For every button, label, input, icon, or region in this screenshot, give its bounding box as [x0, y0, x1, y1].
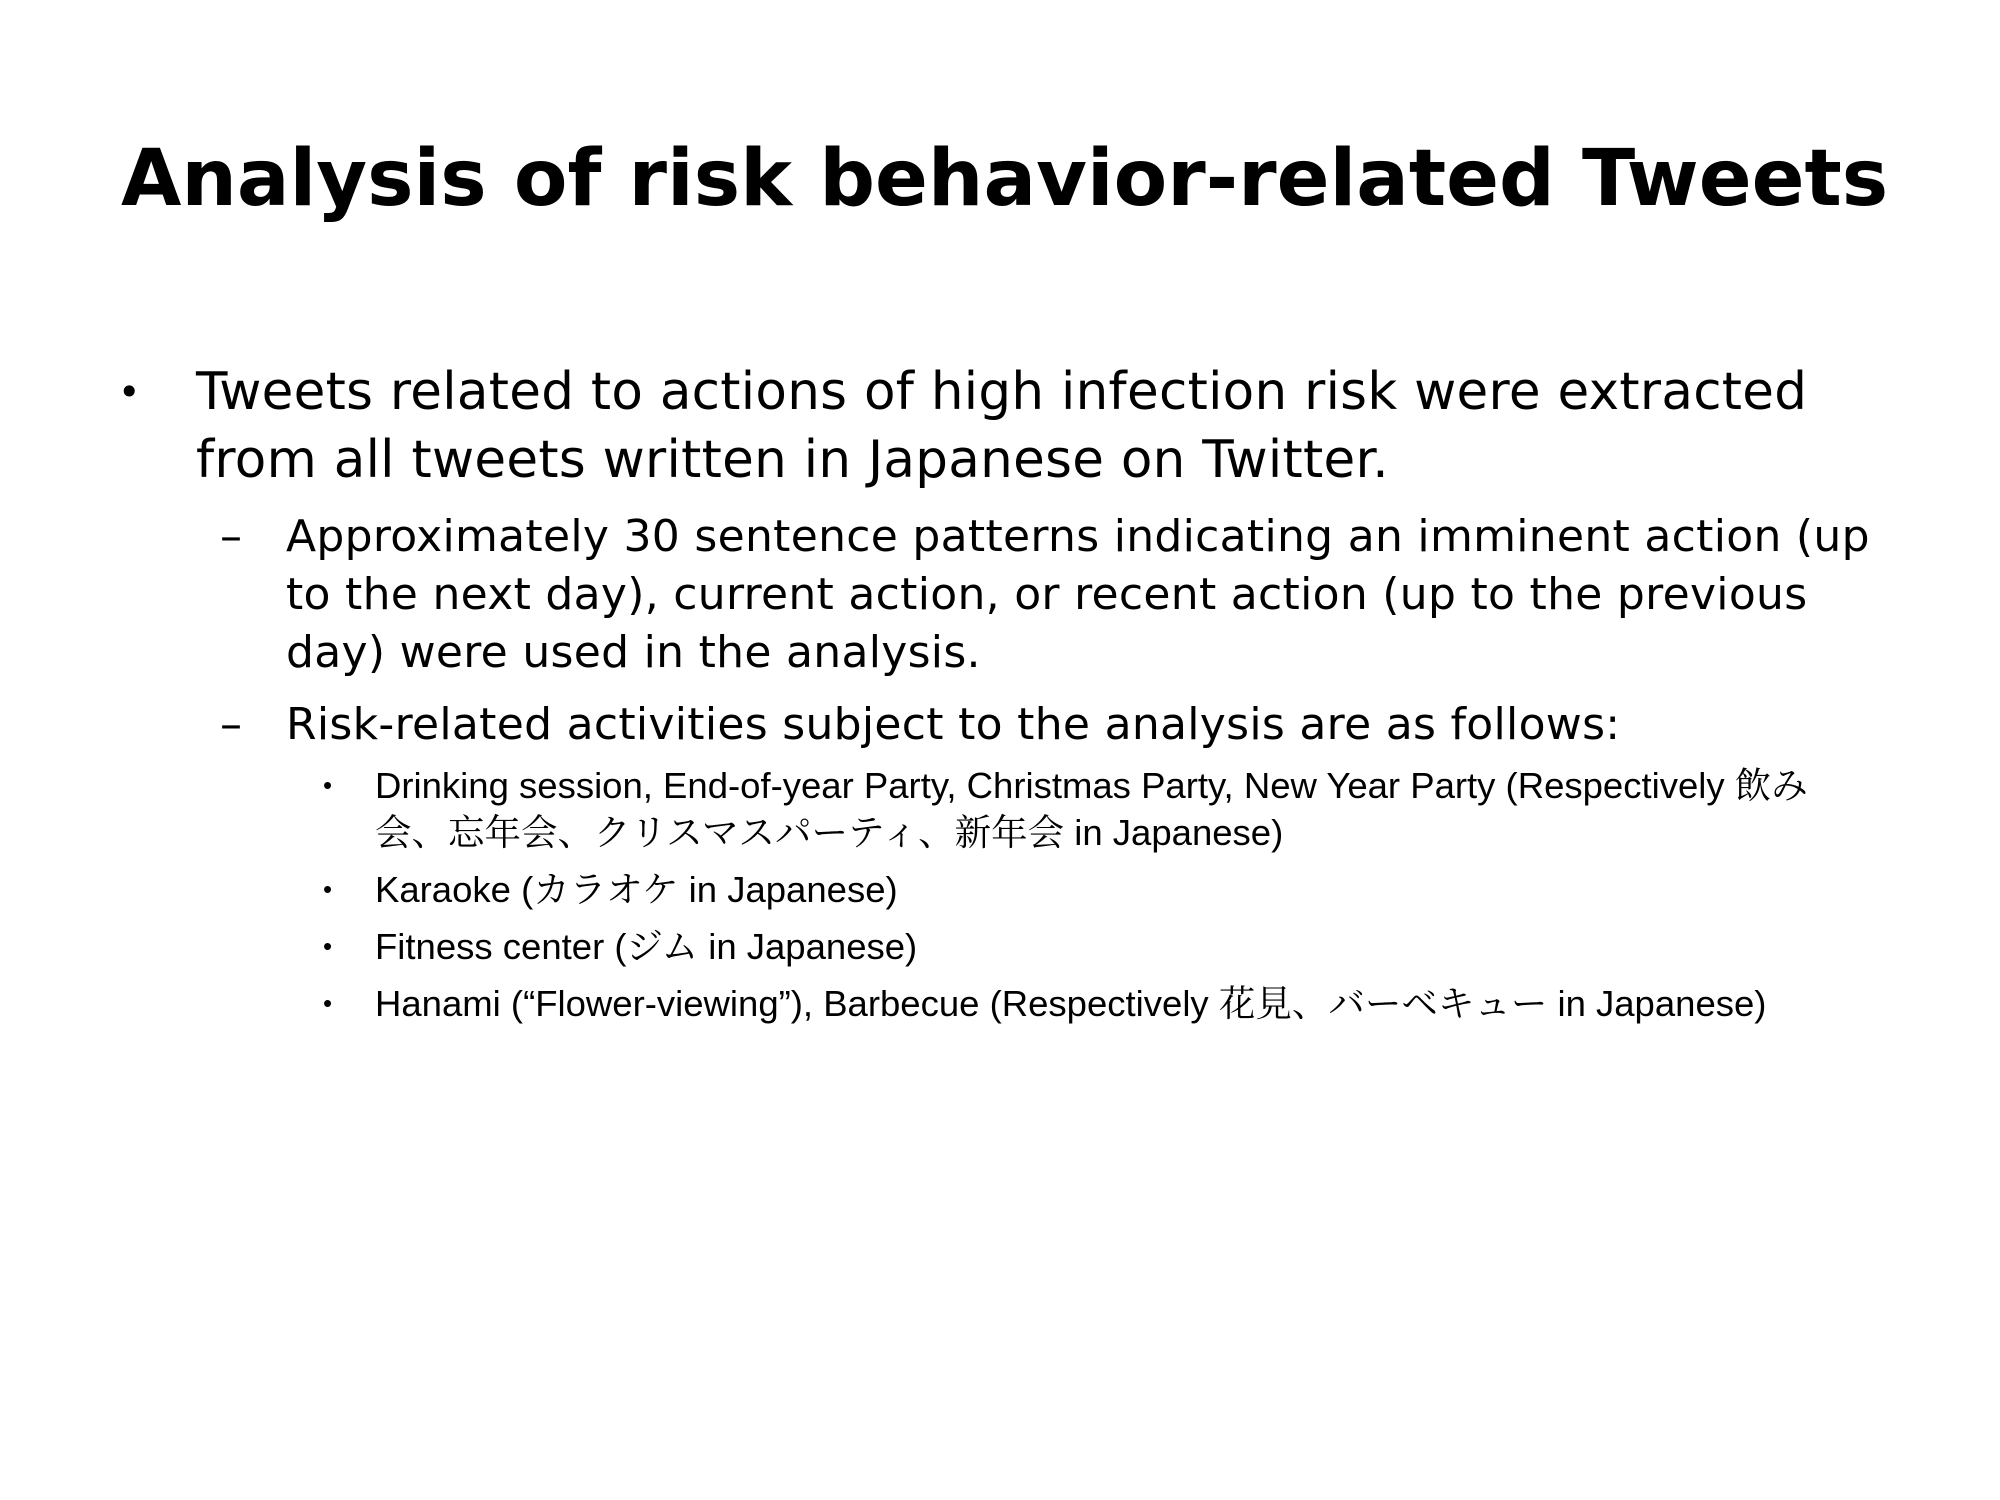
- activity-text: Hanami (“Flower-viewing”), Barbecue (Respectively 花見、バーベキュー in Japanese): [375, 983, 1767, 1024]
- activity-item-parties: [323, 762, 1825, 856]
- activity-item-fitness-center: [323, 923, 1825, 970]
- small-bullet-marker: •: [323, 931, 333, 961]
- activity-item-karaoke: [323, 866, 1825, 913]
- small-bullet-marker: •: [323, 874, 333, 904]
- bullet-marker: •: [118, 370, 141, 414]
- bullet-point-tweets-extracted: [118, 358, 1896, 494]
- sub-point-text: Risk-related activities subject to the analysis are as follows:: [286, 699, 1621, 750]
- activity-text: Drinking session, End-of-year Party, Christmas Party, New Year Party (Respectively 飲み会、忘年会、クリスマスパーティ、新年会 in Japanese): [375, 765, 1808, 853]
- sub-point-risk-activities: [220, 696, 1886, 754]
- slide-content: [0, 358, 2000, 1027]
- sub-point-text: Approximately 30 sentence patterns indicating an imminent action (up to the next day), current action, or recent action (up to the previous day) were used in the analysis.: [286, 511, 1870, 678]
- dash-marker: –: [220, 511, 243, 562]
- activity-text: Fitness center (ジム in Japanese): [375, 926, 918, 967]
- small-bullet-marker: •: [323, 770, 333, 800]
- activity-item-hanami-barbecue: [323, 980, 1825, 1027]
- slide-title: Analysis of risk behavior-related Tweets: [121, 134, 1889, 224]
- small-bullet-marker: •: [323, 988, 333, 1018]
- dash-marker: –: [220, 699, 243, 750]
- sub-point-sentence-patterns: [220, 508, 1886, 682]
- bullet-text: Tweets related to actions of high infection risk were extracted from all tweets written in Japanese on Twitter.: [196, 362, 1808, 490]
- activity-text: Karaoke (カラオケ in Japanese): [375, 869, 898, 910]
